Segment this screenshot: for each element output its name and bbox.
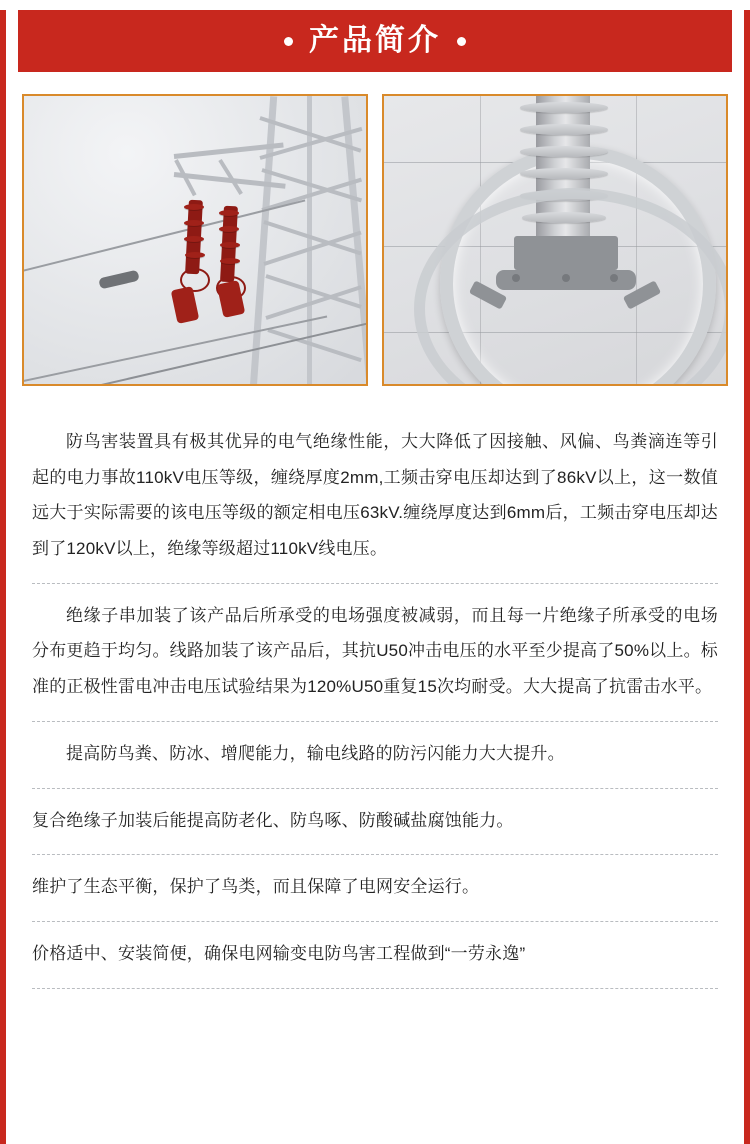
description-block-6 <box>32 922 718 989</box>
insulator-disc <box>219 226 239 232</box>
paragraph-text: 防鸟害装置具有极其优异的电气绝缘性能，大大降低了因接触、风偏、鸟粪滴连等引起的电力事故110kV电压等级，缠绕厚度2mm,工频击穿电压却达到了86kV以上，这一数值远大于实际需要的该电压等级的额定相电压63kV.缠绕厚度达到6mm后，工频击穿电压却达到了120kV以上，绝缘等级超过110kV线电压。 <box>32 432 718 559</box>
insulator-disc <box>219 210 239 216</box>
description-block-3 <box>32 722 718 789</box>
insulator-disc <box>220 258 240 264</box>
insulator-shed <box>520 168 608 179</box>
insulator-disc <box>184 204 204 210</box>
paragraph-text: 复合绝缘子加装后能提高防老化、防鸟啄、防酸碱盐腐蚀能力。 <box>32 810 514 830</box>
description-block-2 <box>32 584 718 722</box>
insulator-disc <box>220 242 240 248</box>
paragraph-text: 价格适中、安装简便，确保电网输变电防鸟害工程做到“一劳永逸” <box>32 943 526 963</box>
insulator-disc <box>184 220 204 226</box>
insulator-shed <box>520 102 608 113</box>
product-description-content <box>32 410 718 1007</box>
insulator-disc <box>184 236 204 242</box>
product-image-gallery <box>22 94 728 386</box>
bullet-dot-right-icon <box>457 37 466 46</box>
banner-inner <box>284 26 466 56</box>
description-block-1 <box>32 410 718 584</box>
photo-transmission-tower <box>22 94 368 386</box>
section-banner <box>18 10 732 72</box>
bottom-spacer <box>32 989 718 1007</box>
page-title: 产品简介 <box>309 24 441 57</box>
bullet-dot-left-icon <box>284 37 293 46</box>
photo-grading-ring-closeup <box>382 94 728 386</box>
paragraph-text: 维护了生态平衡，保护了鸟类，而且保障了电网安全运行。 <box>32 877 480 897</box>
description-block-5 <box>32 855 718 922</box>
paragraph-text: 提高防鸟粪、防冰、增爬能力，输电线路的防污闪能力大大提升。 <box>66 743 565 763</box>
product-intro-page <box>0 10 750 1144</box>
insulator-disc <box>185 252 205 258</box>
paragraph-text: 绝缘子串加装了该产品后所承受的电场强度被减弱，而且每一片绝缘子所承受的电场分布更趋于均匀。线路加装了该产品后，其抗U50冲击电压的水平至少提高了50%以上。标准的正极性雷电冲击电压试验结果为120%U50重复15次均耐受。大大提高了抗雷击水平。 <box>32 605 718 697</box>
insulator-shed <box>520 146 608 157</box>
description-block-4 <box>32 789 718 856</box>
insulator-shed <box>520 124 608 135</box>
